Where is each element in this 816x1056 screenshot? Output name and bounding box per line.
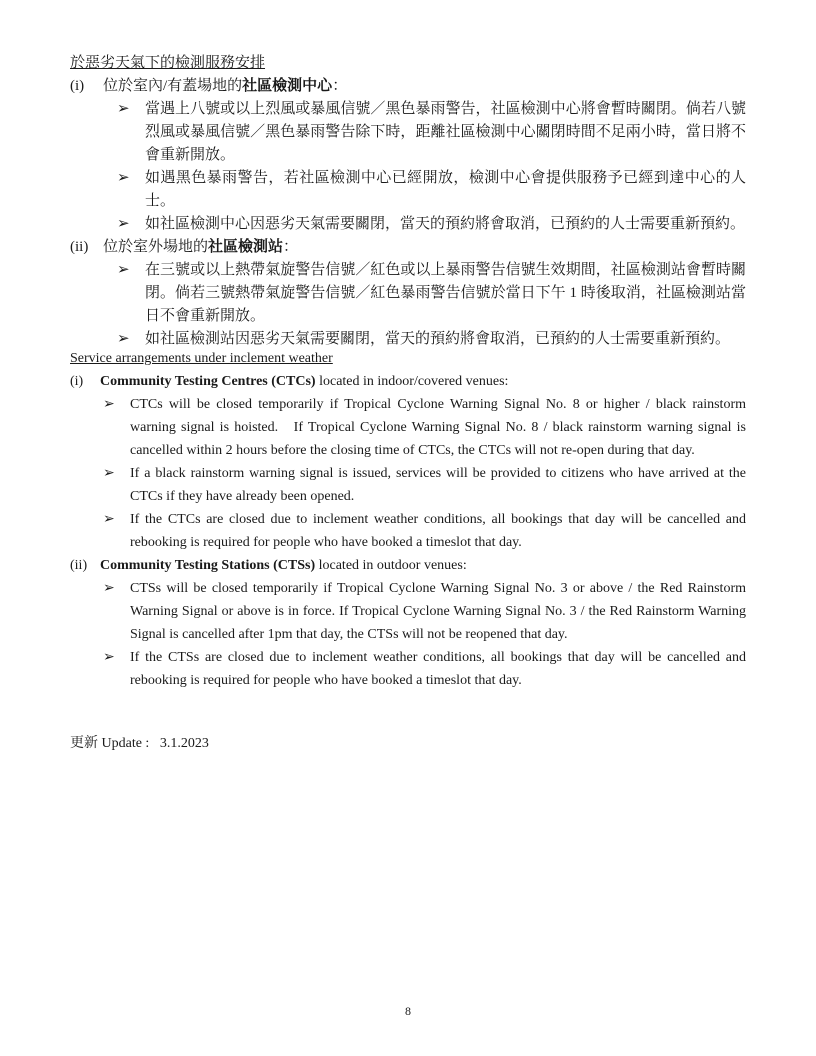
bullet-text: 如社區檢測站因惡劣天氣需要關閉，當天的預約將會取消，已預約的人士需要重新預約。 xyxy=(145,331,731,347)
arrow-bullet-icon: ➢ xyxy=(103,512,115,527)
bullet-item xyxy=(70,393,750,462)
arrow-bullet-icon: ➢ xyxy=(117,216,130,232)
arrow-bullet-icon: ➢ xyxy=(117,170,130,186)
subsection-number: (i) xyxy=(70,78,85,94)
arrow-bullet-icon: ➢ xyxy=(103,650,115,665)
bullet-item xyxy=(70,167,746,213)
arrow-bullet-icon: ➢ xyxy=(117,101,130,117)
subsection-number: (ii) xyxy=(70,239,89,255)
bullet-item xyxy=(70,508,750,554)
page-number: 8 xyxy=(405,1004,411,1018)
subsection-prefix: 位於室外場地的 xyxy=(103,239,209,255)
arrow-bullet-icon: ➢ xyxy=(103,466,115,481)
bullet-text: If the CTSs are closed due to inclement weather conditions, all bookings that day will be cancelled and rebooking is required for people who have booked a timeslot that day. xyxy=(130,650,750,688)
bullet-text: 如社區檢測中心因惡劣天氣需要關閉，當天的預約將會取消，已預約的人士需要重新預約。 xyxy=(145,216,746,232)
bullet-item xyxy=(70,462,750,508)
english-section xyxy=(70,347,750,692)
bullet-item xyxy=(70,98,746,167)
subsection-number: (i) xyxy=(70,374,84,389)
arrow-bullet-icon: ➢ xyxy=(103,397,115,412)
bullet-text: CTSs will be closed temporarily if Tropical Cyclone Warning Signal No. 3 or above / the Red Rainstorm Warning Signal or above is in force. If Tropical Cyclone Warning Signal No. 3 / the Red Rainstorm Warning Signal is cancelled after 1pm that day, the CTSs will not be reopened that day. xyxy=(130,581,750,642)
subsection-bold-title: 社區檢測中心 xyxy=(242,78,333,94)
subsection-suffix: located in outdoor venues: xyxy=(315,558,467,573)
subsection-suffix: ： xyxy=(332,78,348,94)
bullet-text: If a black rainstorm warning signal is issued, services will be provided to citizens who have arrived at the CTCs if they have already been opened. xyxy=(130,466,750,504)
subsection-bold-title: 社區檢測站 xyxy=(208,239,284,255)
arrow-bullet-icon: ➢ xyxy=(103,581,115,596)
subsection-number: (ii) xyxy=(70,558,88,573)
subsection-title xyxy=(70,75,746,98)
arrow-bullet-icon: ➢ xyxy=(117,331,130,347)
arrow-bullet-icon: ➢ xyxy=(117,262,130,278)
bullet-text: CTCs will be closed temporarily if Tropical Cyclone Warning Signal No. 8 or higher / black rainstorm warning signal is hoisted. If Tropical Cyclone Warning Signal No. 8 / black rainstorm warning signal is cancelled within 2 hours before the closing time of CTCs, the CTCs will not re-open during that day. xyxy=(130,397,750,458)
bullet-text: 如遇黑色暴雨警告，若社區檢測中心已經開放，檢測中心會提供服務予已經到達中心的人士。 xyxy=(145,170,746,209)
subsection-title xyxy=(70,370,746,393)
chinese-section xyxy=(70,52,746,351)
bullet-item xyxy=(70,259,746,328)
subsection-suffix: ： xyxy=(283,239,299,255)
bullet-text: If the CTCs are closed due to inclement weather conditions, all bookings that day will be cancelled and rebooking is required for people who have booked a timeslot that day. xyxy=(130,512,750,550)
section-heading: Service arrangements under inclement weather xyxy=(70,351,333,366)
subsection-bold-title: Community Testing Stations (CTSs) xyxy=(100,558,316,573)
bullet-text: 在三號或以上熱帶氣旋警告信號／紅色或以上暴雨警告信號生效期間，社區檢測站會暫時關閉。倘若三號熱帶氣旋警告信號／紅色暴雨警告信號於當日下午 1 時後取消，社區檢測站當日不會重新開放。 xyxy=(145,262,746,324)
bullet-text: 當遇上八號或以上烈風或暴風信號／黑色暴雨警告，社區檢測中心將會暫時關閉。倘若八號烈風或暴風信號／黑色暴雨警告除下時，距離社區檢測中心關閉時間不足兩小時，當日將不會重新開放。 xyxy=(145,101,746,163)
bullet-item xyxy=(70,213,746,236)
bullet-item xyxy=(70,646,750,692)
subsection-prefix: 位於室內/有蓋場地的 xyxy=(103,78,243,94)
update-date: 更新 Update : 3.1.2023 xyxy=(70,736,209,751)
subsection-suffix: located in indoor/covered venues: xyxy=(315,374,509,389)
section-heading: 於惡劣天氣下的檢測服務安排 xyxy=(70,55,266,71)
subsection-title xyxy=(70,236,746,259)
subsection-bold-title: Community Testing Centres (CTCs) xyxy=(100,374,316,389)
subsection-title xyxy=(70,554,746,577)
bullet-item xyxy=(70,577,750,646)
